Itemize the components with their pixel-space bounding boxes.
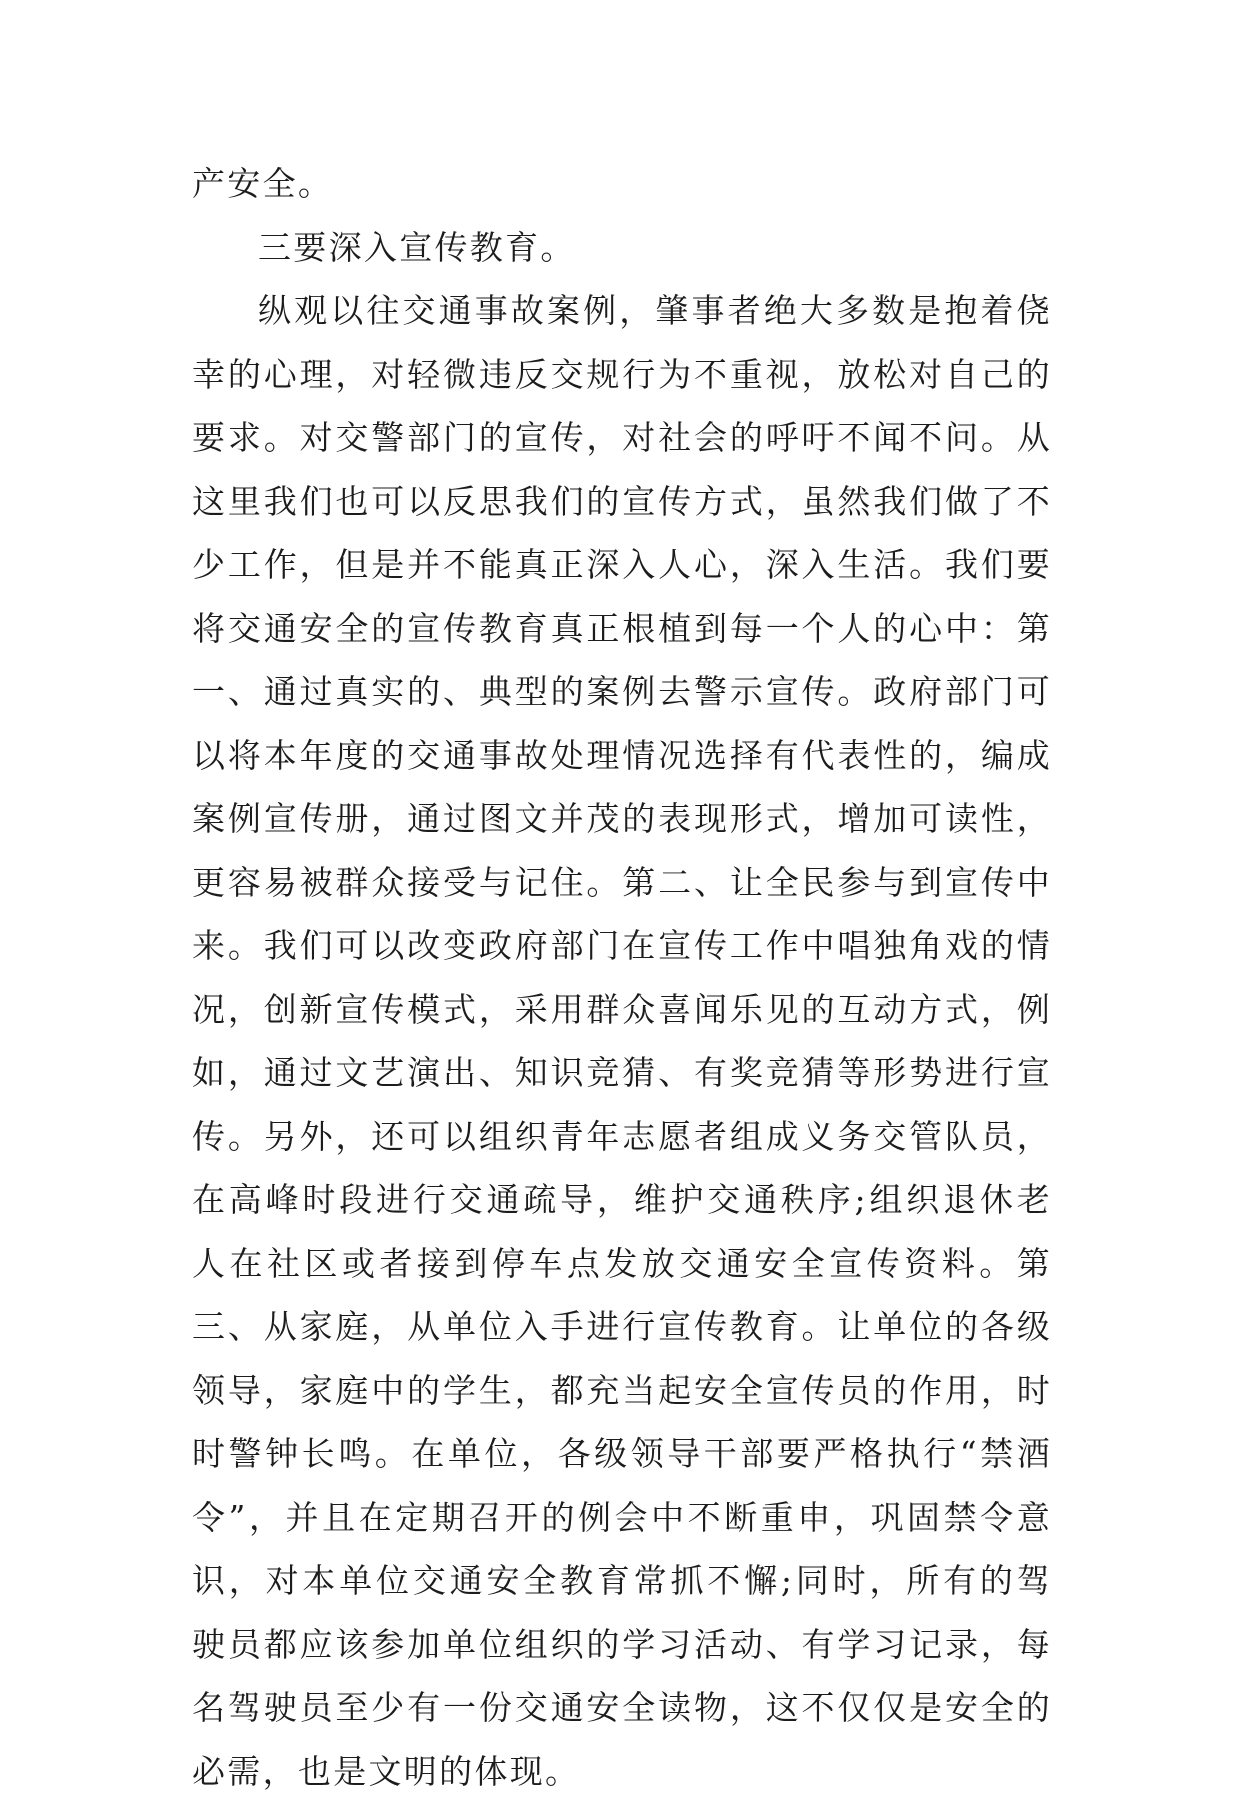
paragraph-heading: 三要深入宣传教育。 [258, 227, 576, 267]
document-body [192, 152, 1052, 1803]
paragraph-body: 纵观以往交通事故案例，肇事者绝大多数是抱着侥幸的心理，对轻微违反交规行为不重视，放松对自己的要求。对交警部门的宣传，对社会的呼吁不闻不问。从这里我们也可以反思我们的宣传方式，虽然我们做了不少工作，但是并不能真正深入人心，深入生活。我们要将交通安全的宣传教育真正根植到每一个人的心中：第一、通过真实的、典型的案例去警示宣传。政府部门可以将本年度的交通事故处理情况选择有代表性的，编成案例宣传册，通过图文并茂的表现形式，增加可读性，更容易被群众接受与记住。第二、让全民参与到宣传中来。我们可以改变政府部门在宣传工作中唱独角戏的情况，创新宣传模式，采用群众喜闻乐见的互动方式，例如，通过文艺演出、知识竞猜、有奖竞猜等形势进行宣传。另外，还可以组织青年志愿者组成义务交管队员，在高峰时段进行交通疏导，维护交通秩序;组织退休老人在社区或者接到停车点发放交通安全宣传资料。第三、从家庭，从单位入手进行宣传教育。让单位的各级领导，家庭中的学生，都充当起安全宣传员的作用，时时警钟长鸣。在单位，各级领导干部要严格执行“禁酒令”，并且在定期召开的例会中不断重申，巩固禁令意识，对本单位交通安全教育常抓不懈;同时，所有的驾驶员都应该参加单位组织的学习活动、有学习记录，每名驾驶员至少有一份交通安全读物，这不仅仅是安全的必需，也是文明的体现。 [192, 291, 1052, 1791]
paragraph-continuation: 产安全。 [192, 164, 334, 203]
